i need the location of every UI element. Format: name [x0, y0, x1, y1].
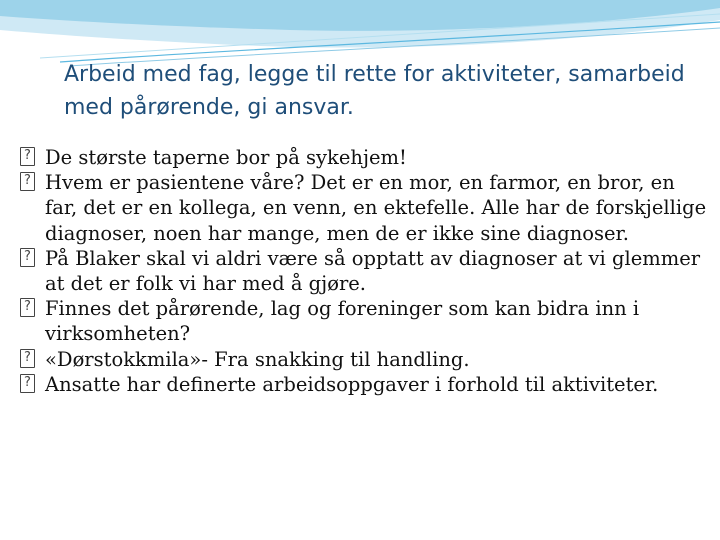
bullet-text: Ansatte har definerte arbeidsoppgaver i forhold til aktiviteter.: [45, 372, 659, 396]
missing-glyph-box-icon: [20, 147, 35, 166]
missing-glyph-box-icon: [20, 298, 35, 317]
missing-glyph-box-icon: [20, 248, 35, 267]
missing-glyph-box-icon: [20, 349, 35, 368]
bullet-text: De største taperne bor på sykehjem!: [45, 146, 407, 169]
list-item: [20, 347, 710, 372]
list-item: [20, 372, 710, 397]
bullet-text: Hvem er pasientene våre? Det er en mor, en farmor, en bror, en far, det er en kollega, en venn, en ektefelle. Alle har de forskjellige diagnoser, noen har mange, men de er ikke sine diagnoser.: [45, 171, 707, 245]
missing-glyph-box-icon: [20, 374, 35, 393]
list-item: [20, 170, 710, 246]
bullet-text: «Dørstokkmila»- Fra snakking til handling.: [45, 347, 470, 371]
missing-glyph-box-icon: [20, 172, 35, 191]
bullet-text: På Blaker skal vi aldri være så opptatt av diagnoser at vi glemmer at det er folk vi har med å gjøre.: [45, 246, 701, 296]
bullet-text: Finnes det pårørende, lag og foreninger som kan bidra inn i virksomheten?: [45, 297, 640, 346]
list-item: [20, 296, 710, 346]
slide-title: Arbeid med fag, legge til rette for aktiviteter, samarbeid med pårørende, gi ansvar.: [64, 62, 685, 120]
list-item: [20, 246, 710, 296]
list-item: [20, 145, 710, 170]
bullet-list: [20, 145, 710, 397]
